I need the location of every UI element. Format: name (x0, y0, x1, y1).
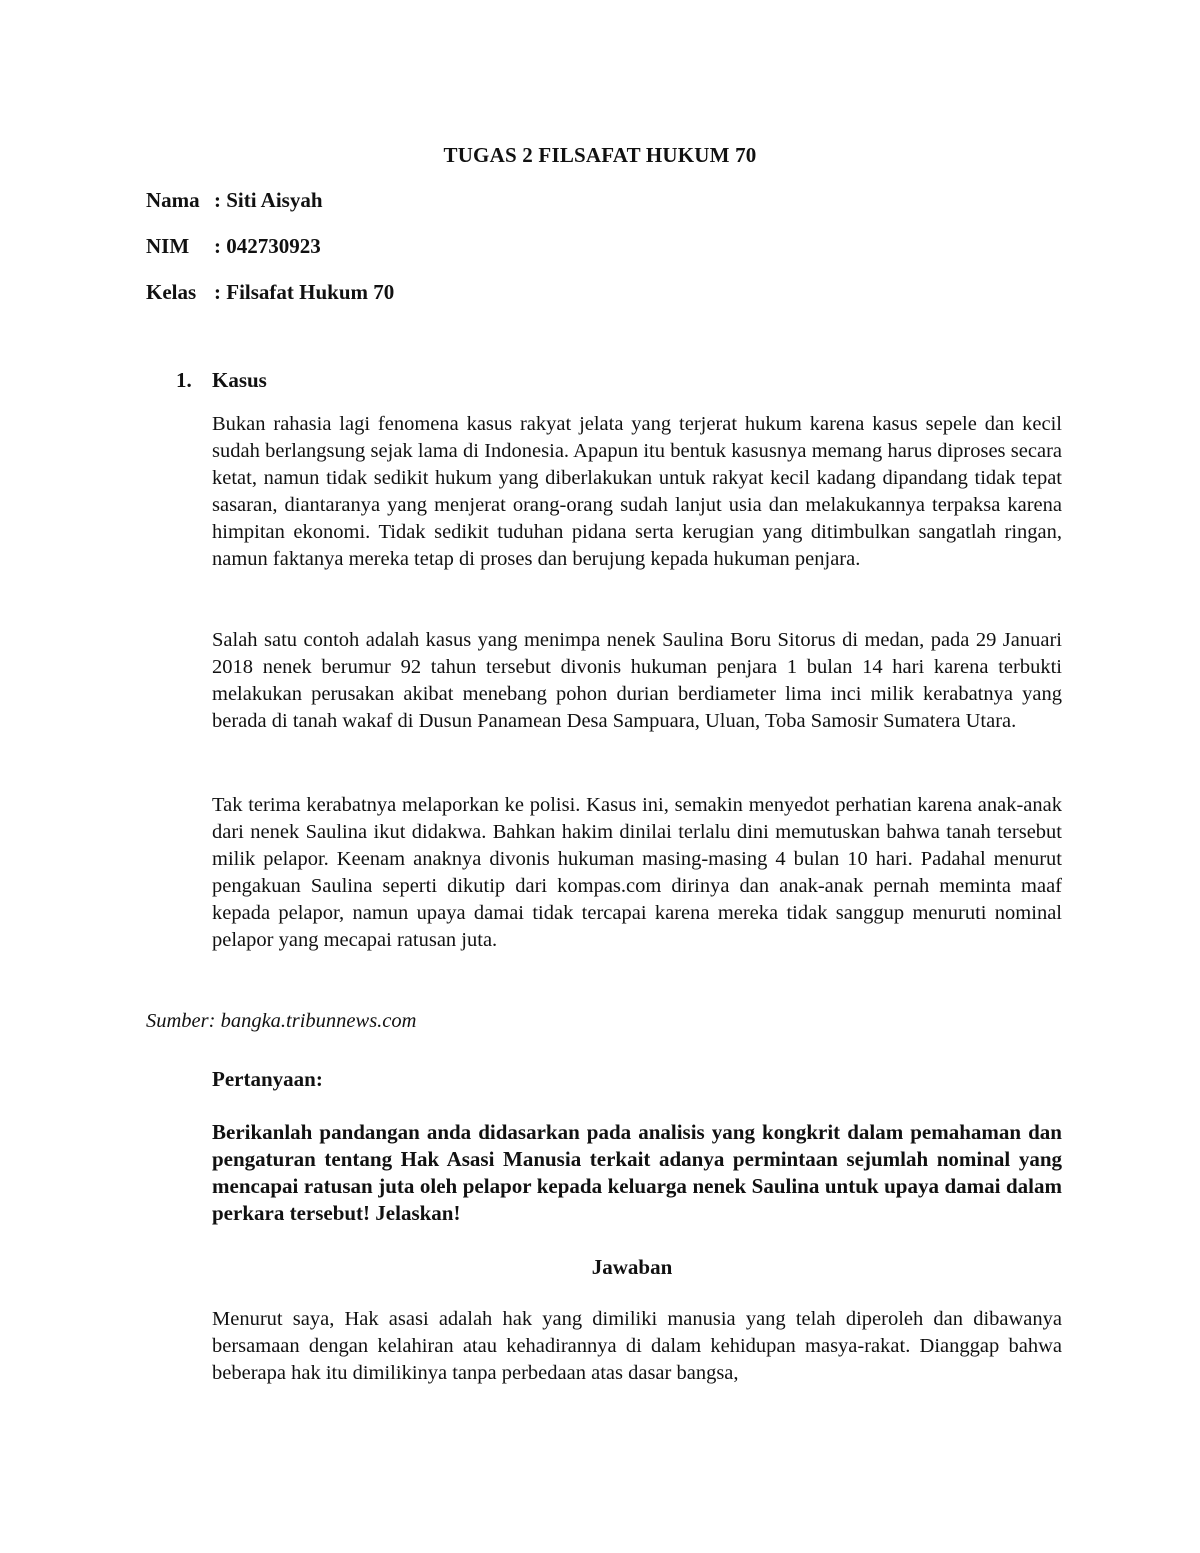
identity-row-nama (146, 188, 323, 213)
section-title: Kasus (212, 368, 267, 392)
answer-heading: Jawaban (591, 1255, 673, 1279)
question-text: Berikanlah pandangan anda didasarkan pada analisis yang kongkrit dalam pemahaman dan pengaturan tentang Hak Asasi Manusia terkait adanya permintaan sejumlah nominal yang mencapai ratusan juta oleh pelapor kepada keluarga nenek Saulina untuk upaya damai dalam perkara tersebut! Jelaskan! (212, 1120, 1062, 1225)
identity-label: Kelas (146, 280, 197, 304)
document-title: TUGAS 2 FILSAFAT HUKUM 70 (443, 143, 757, 167)
identity-value: : Filsafat Hukum 70 (214, 280, 395, 304)
identity-label: Nama (146, 188, 200, 212)
identity-value: : Siti Aisyah (214, 188, 323, 212)
answer-paragraph: Menurut saya, Hak asasi adalah hak yang dimiliki manusia yang telah diperoleh dan dibawanya bersamaan dengan kelahiran atau kehadirannya di dalam kehidupan masya-rakat. Dianggap bahwa beberapa hak itu dimilikinya tanpa perbedaan atas dasar bangsa, (212, 1308, 1062, 1384)
question-heading: Pertanyaan: (212, 1067, 323, 1091)
case-paragraph: Tak terima kerabatnya melaporkan ke polisi. Kasus ini, semakin menyedot perhatian karena anak-anak dari nenek Saulina ikut didakwa. Bahkan hakim dinilai terlalu dini memutuskan bahwa tanah tersebut milik pelapor. Keenam anaknya divonis hukuman masing-masing 4 bulan 10 hari. Padahal menurut pengakuan Saulina seperti dikutip dari kompas.com dirinya dan anak-anak pernah meminta maaf kepada pelapor, namun upaya damai tidak tercapai karena mereka tidak sanggup menuruti nominal pelapor yang mecapai ratusan juta. (212, 794, 1062, 951)
identity-label: NIM (146, 234, 190, 258)
case-paragraph: Bukan rahasia lagi fenomena kasus rakyat jelata yang terjerat hukum karena kasus sepele dan kecil sudah berlangsung sejak lama di Indonesia. Apapun itu bentuk kasusnya memang harus diproses secara ketat, namun tidak sedikit hukum yang diberlakukan untuk rakyat kecil kadang dipandang tidak tepat sasaran, diantaranya yang menjerat orang-orang sudah lanjut usia dan melakukannya terpaksa karena himpitan ekonomi. Tidak sedikit tuduhan pidana serta kerugian yang ditimbulkan sangatlah ringan, namun faktanya mereka tetap di proses dan berujung kepada hukuman penjara. (212, 413, 1062, 570)
identity-value: : 042730923 (214, 234, 321, 258)
source-citation: Sumber: bangka.tribunnews.com (146, 1010, 417, 1032)
case-paragraph: Salah satu contoh adalah kasus yang menimpa nenek Saulina Boru Sitorus di medan, pada 29 Januari 2018 nenek berumur 92 tahun tersebut divonis hukuman penjara 1 bulan 14 hari karena terbukti melakukan perusakan akibat menebang pohon durian berdiameter lima inci milik kerabatnya yang berada di tanah wakaf di Dusun Panamean Desa Sampuara, Uluan, Toba Samosir Sumatera Utara. (212, 629, 1062, 732)
identity-row-kelas (146, 280, 394, 305)
section-number: 1. (176, 368, 192, 392)
identity-row-nim (146, 234, 321, 259)
section-heading (176, 368, 267, 393)
